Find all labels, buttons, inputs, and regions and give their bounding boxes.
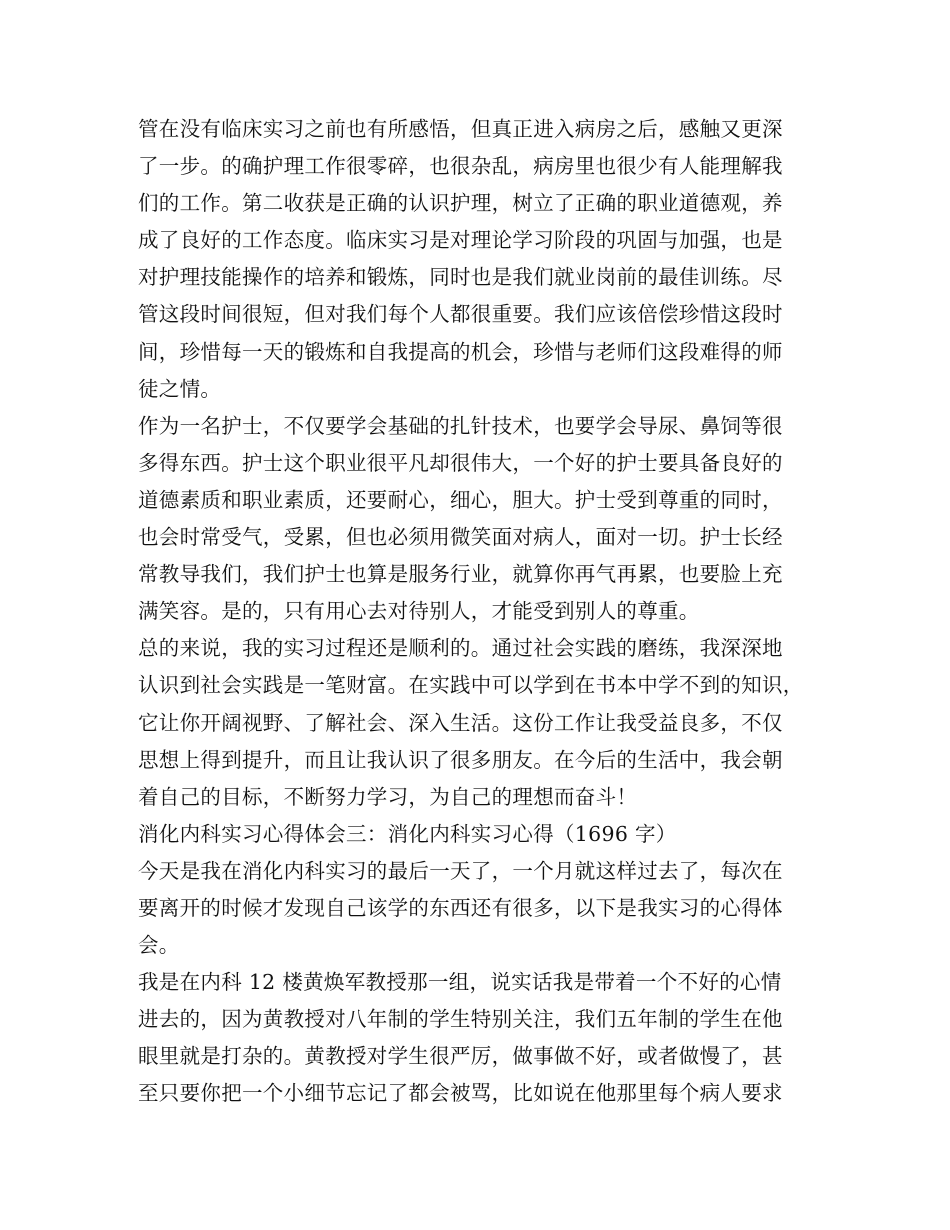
text-line: 认识到社会实践是一笔财富。在实践中可以学到在书本中学不到的知识， (138, 673, 804, 698)
text-line: 我是在内科 12 楼黄焕军教授那一组，说实话我是带着一个不好的心情 (138, 970, 782, 995)
text-line: 常教导我们，我们护士也算是服务行业，就算你再气再累，也要脸上充 (138, 562, 783, 587)
text-line: 满笑容。是的，只有用心去对待别人，才能受到别人的尊重。 (138, 599, 700, 624)
text-line: 思想上得到提升，而且让我认识了很多朋友。在今后的生活中，我会朝 (138, 747, 783, 772)
text-line: 间，珍惜每一天的锻炼和自我提高的机会，珍惜与老师们这段难得的师 (138, 339, 783, 364)
text-line: 成了良好的工作态度。临床实习是对理论学习阶段的巩固与加强，也是 (138, 228, 783, 253)
text-line: 多得东西。护士这个职业很平凡却很伟大，一个好的护士要具备良好的 (138, 450, 783, 475)
text-line: 它让你开阔视野、了解社会、深入生活。这份工作让我受益良多，不仅 (138, 710, 783, 735)
text-line: 管在没有临床实习之前也有所感悟，但真正进入病房之后，感触又更深 (138, 117, 783, 141)
text-line: 了一步。的确护理工作很零碎，也很杂乱，病房里也很少有人能理解我 (138, 154, 783, 179)
text-line: 徒之情。 (138, 376, 222, 401)
text-line: 会。 (138, 933, 180, 958)
text-line: 道德素质和职业素质，还要耐心，细心，胆大。护士受到尊重的同时， (138, 487, 783, 512)
text-line: 管这段时间很短，但对我们每个人都很重要。我们应该倍偿珍惜这段时 (138, 302, 783, 327)
document-body (138, 111, 818, 1113)
text-line: 们的工作。第二收获是正确的认识护理，树立了正确的职业道德观，养 (138, 191, 783, 216)
text-line: 也会时常受气，受累，但也必须用微笑面对病人，面对一切。护士长经 (138, 525, 783, 550)
text-line: 今天是我在消化内科实习的最后一天了，一个月就这样过去了，每次在 (138, 858, 783, 883)
text-line: 进去的，因为黄教授对八年制的学生特别关注，我们五年制的学生在他 (138, 1007, 783, 1032)
text-line: 总的来说，我的实习过程还是顺利的。通过社会实践的磨练，我深深地 (138, 636, 783, 661)
text-line: 作为一名护士，不仅要学会基础的扎针技术，也要学会导尿、鼻饲等很 (138, 413, 783, 438)
section-heading: 消化内科实习心得体会三：消化内科实习心得（1696 字） (138, 821, 677, 846)
text-line: 至只要你把一个小细节忘记了都会被骂，比如说在他那里每个病人要求 (138, 1081, 783, 1106)
text-line: 要离开的时候才发现自己该学的东西还有很多，以下是我实习的心得体 (138, 895, 783, 920)
text-line: 对护理技能操作的培养和锻炼，同时也是我们就业岗前的最佳训练。尽 (138, 265, 783, 290)
text-line: 着自己的目标，不断努力学习，为自己的理想而奋斗！ (138, 784, 638, 809)
text-line: 眼里就是打杂的。黄教授对学生很严厉，做事做不好，或者做慢了，甚 (138, 1044, 783, 1069)
